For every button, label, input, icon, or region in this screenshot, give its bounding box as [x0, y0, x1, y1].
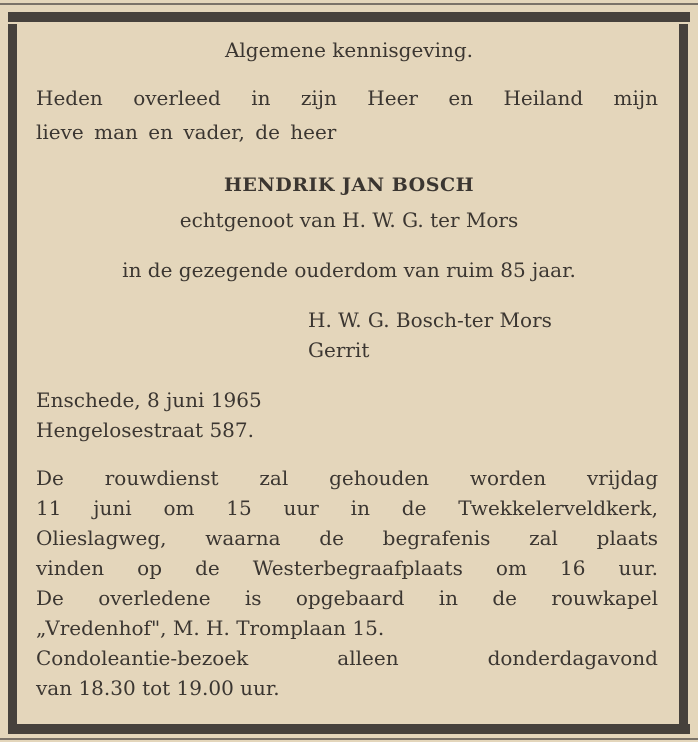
signatory: Gerrit	[308, 338, 370, 362]
service-line: van 18.30 tot 19.00 uur.	[36, 676, 280, 700]
service-line: Olieslagweg, waarna de begrafenis zal plaats	[36, 526, 658, 550]
service-line: De rouwdienst zal gehouden worden vrijdag	[36, 466, 658, 490]
border-top	[8, 12, 690, 22]
service-line: „Vredenhof", M. H. Tromplaan 15.	[36, 616, 385, 640]
place-date: Enschede, 8 juni 1965	[36, 388, 262, 412]
service-line: De overledene is opgebaard in de rouwkapel	[36, 586, 658, 610]
age-line: in de gezegende ouderdom van ruim 85 jaar.	[122, 258, 576, 282]
deceased-name: HENDRIK JAN BOSCH	[223, 174, 475, 196]
border-bottom	[8, 724, 690, 734]
address: Hengelosestraat 587.	[36, 418, 254, 442]
bottom-rule	[0, 738, 698, 740]
border-right	[679, 24, 688, 728]
signatory: H. W. G. Bosch-ter Mors	[308, 308, 552, 332]
intro-line: lieve man en vader, de heer	[36, 120, 337, 144]
service-line: Condoleantie-bezoek alleen donderdagavond	[36, 646, 658, 670]
service-line: vinden op de Westerbegraafplaats om 16 uur.	[36, 556, 658, 580]
top-rule	[0, 3, 698, 5]
spouse-line: echtgenoot van H. W. G. ter Mors	[179, 208, 519, 232]
heading: Algemene kennisgeving.	[224, 38, 474, 62]
intro-line: Heden overleed in zijn Heer en Heiland mijn	[36, 86, 658, 110]
border-left	[8, 24, 17, 728]
service-line: 11 juni om 15 uur in de Twekkelerveldkerk,	[36, 496, 658, 520]
